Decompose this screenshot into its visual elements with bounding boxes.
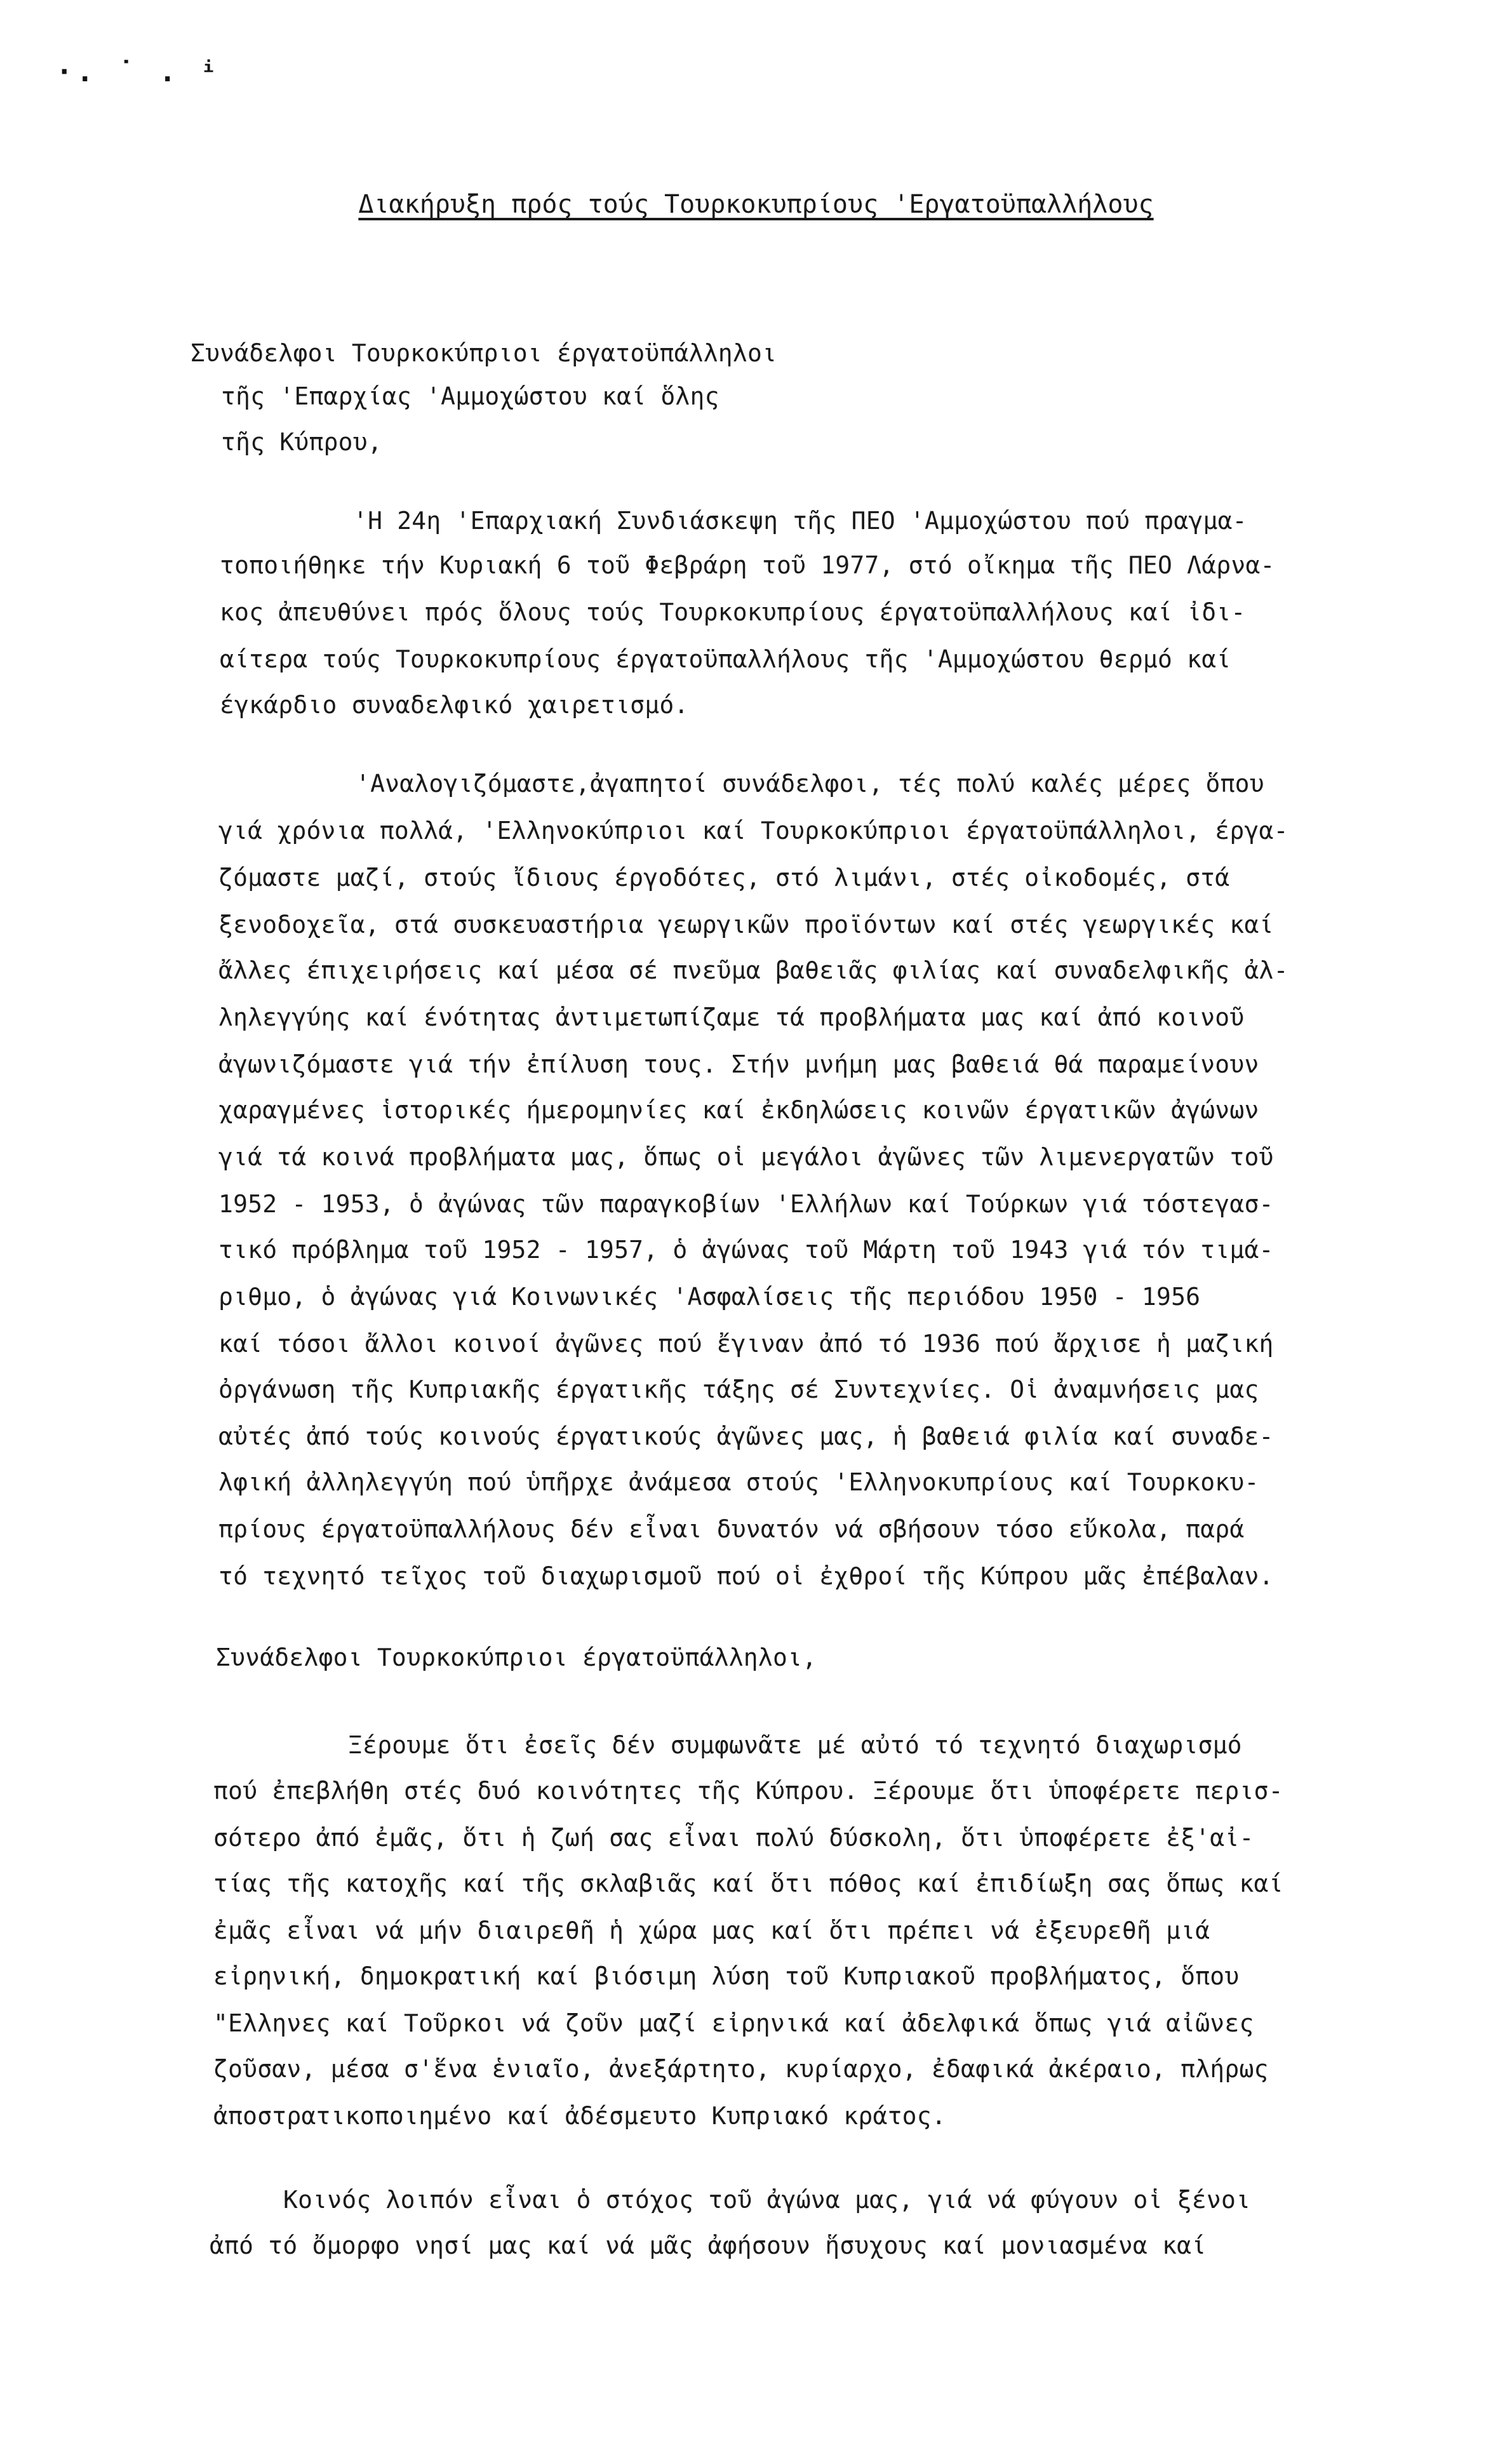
paragraph-line: ἀγωνιζόμαστε γιά τήν ἐπίλυση τους. Στήν μνήμη μας βαθειά θά παραμείνουν — [218, 1050, 1259, 1078]
paragraph-line: καί τόσοι ἄλλοι κοινοί ἀγῶνες πού ἔγιναν ἀπό τό 1936 πού ἄρχισε ἡ μαζική — [218, 1330, 1274, 1358]
paragraph-line: ἄλλες έπιχειρήσεις καί μέσα σέ πνεῦμα βαθειᾶς φιλίας καί συναδελφικῆς ἀλ- — [218, 956, 1288, 984]
salutation-line: Συνάδελφοι Τουρκοκύπριοι έργατοϋπάλληλοι — [191, 339, 777, 367]
paragraph-line: χαραγμένες ἱστορικές ήμερομηνίες καί ἐκδηλώσεις κοινῶν έργατικῶν ἀγώνων — [218, 1096, 1259, 1124]
paragraph-line: Κοινός λοιπόν εἶναι ὁ στόχος τοῦ ἀγώνα μας, γιά νά φύγουν οἱ ξένοι — [283, 2186, 1251, 2214]
paragraph-line: τό τεχνητό τεῖχος τοῦ διαχωρισμοῦ πού οἱ ἐχθροί τῆς Κύπρου μᾶς ἐπέβαλαν. — [218, 1562, 1274, 1590]
paragraph-line: ζόμαστε μαζί, στούς ἴδιους έργοδότες, στό λιμάνι, στές οἰκοδομές, στά — [218, 864, 1230, 892]
paragraph-line: ριθμο, ὁ ἀγώνας γιά Κοινωνικές 'Ασφαλίσεις τῆς περιόδου 1950 - 1956 — [218, 1283, 1201, 1311]
paragraph-line: ληλεγγύης καί ένότητας ἀντιμετωπίζαμε τά προβλήματα μας καί ἀπό κοινοῦ — [218, 1003, 1245, 1031]
paragraph-line: ζοῦσαν, μέσα σ'ἕνα ἑνιαῖο, ἀνεξάρτητο, κυρίαρχο, ἐδαφικά ἀκέραιο, πλήρως — [213, 2055, 1269, 2083]
paragraph-line: εἰρηνική, δημοκρατική καί βιόσιμη λύση τοῦ Κυπριακοῦ προβλήματος, ὅπου — [213, 1962, 1240, 1990]
paragraph-line: 1952 - 1953, ὁ ἀγώνας τῶν παραγκοβίων 'Ελλήλων καί Τούρκων γιά τόστεγασ- — [218, 1190, 1274, 1218]
paragraph-line: ξενοδοχεῖα, στά συσκευαστήρια γεωργικῶν προϊόντων καί στές γεωργικές καί — [218, 911, 1274, 939]
paragraph-line: τοποιήθηκε τήν Κυριακή 6 τοῦ Φεβράρη τοῦ 1977, στό οἴκημα τῆς ΠΕΟ Λάρνα- — [220, 551, 1275, 579]
paragraph-line: αὐτές ἀπό τούς κοινούς έργατικούς ἀγῶνες μας, ἡ βαθειά φιλία καί συναδε- — [218, 1422, 1274, 1450]
paragraph-line: "Ελληνες καί Τοῦρκοι νά ζοῦν μαζί εἰρηνικά καί ἀδελφικά ὅπως γιά αἰῶνες — [213, 2009, 1254, 2037]
paragraph-line: κος ἀπευθύνει πρός ὅλους τούς Τουρκοκυπρίους έργατοϋπαλλήλους καί ἰδι- — [220, 598, 1246, 626]
paragraph-line: τικό πρόβλημα τοῦ 1952 - 1957, ὁ ἀγώνας τοῦ Μάρτη τοῦ 1943 γιά τόν τιμά- — [218, 1236, 1274, 1264]
paragraph-line: σότερο ἀπό ἐμᾶς, ὅτι ἡ ζωή σας εἶναι πολύ δύσκολη, ὅτι ὑποφέρετε ἐξ'αἰ- — [213, 1824, 1254, 1852]
paragraph-line: ἐμᾶς εἶναι νά μήν διαιρεθῆ ἡ χώρα μας καί ὅτι πρέπει νά ἐξευρεθῆ μιά — [213, 1917, 1210, 1944]
salutation-line: Συνάδελφοι Τουρκοκύπριοι έργατοϋπάλληλοι, — [216, 1643, 817, 1671]
paragraph-line: αίτερα τούς Τουρκοκυπρίους έργατοϋπαλλήλους τῆς 'Αμμοχώστου θερμό καί — [220, 645, 1231, 673]
salutation-line: τῆς Κύπρου, — [221, 428, 382, 456]
paragraph-line: γιά τά κοινά προβλήματα μας, ὅπως οἱ μεγάλοι ἀγῶνες τῶν λιμενεργατῶν τοῦ — [218, 1143, 1274, 1171]
paragraph-line: έγκάρδιο συναδελφικό χαιρετισμό. — [220, 691, 689, 719]
paragraph-line: γιά χρόνια πολλά, 'Ελληνοκύπριοι καί Τουρκοκύπριοι έργατοϋπάλληλοι, έργα- — [218, 817, 1288, 845]
salutation-line: τῆς 'Επαρχίας 'Αμμοχώστου καί ὅλης — [221, 382, 719, 410]
paragraph-line: ἀπό τό ὄμορφο νησί μας καί νά μᾶς ἀφήσουν ἥσυχους καί μονιασμένα καί — [210, 2231, 1207, 2259]
paragraph-line: ἀποστρατικοποιημένο καί ἀδέσμευτο Κυπριακό κράτος. — [213, 2102, 946, 2130]
paragraph-line: ὀργάνωση τῆς Κυπριακῆς έργατικῆς τάξης σέ Συντεχνίες. Οἱ ἀναμνήσεις μας — [218, 1375, 1259, 1403]
paragraph-line: 'Αναλογιζόμαστε,ἀγαπητοί συνάδελφοι, τές πολύ καλές μέρες ὅπου — [356, 770, 1264, 798]
paragraph-line: λφική ἀλληλεγγύη πού ὑπῆρχε ἀνάμεσα στούς 'Ελληνοκυπρίους καί Τουρκοκυ- — [218, 1468, 1259, 1496]
paragraph-line: πρίους έργατοϋπαλλήλους δέν εἶναι δυνατόν νά σβήσουν τόσο εὔκολα, παρά — [218, 1515, 1245, 1543]
paragraph-line: 'Η 24η 'Επαρχιακή Συνδιάσκεψη τῆς ΠΕΟ 'Αμμοχώστου πού πραγμα- — [353, 507, 1247, 535]
scan-speck-mark: ·. ˙ . ⁱ — [56, 56, 221, 88]
document-title: Διακήρυξη πρός τούς Τουρκοκυπρίους 'Εργατοϋπαλλήλους — [358, 190, 1154, 219]
paragraph-line: πού ἐπεβλήθη στές δυό κοινότητες τῆς Κύπρου. Ξέρουμε ὅτι ὑποφέρετε περισ- — [213, 1777, 1283, 1805]
paragraph-line: τίας τῆς κατοχῆς καί τῆς σκλαβιᾶς καί ὅτι πόθος καί ἐπιδίωξη σας ὅπως καί — [213, 1870, 1283, 1897]
paragraph-line: Ξέρουμε ὅτι ἐσεῖς δέν συμφωνᾶτε μέ αὐτό τό τεχνητό διαχωρισμό — [348, 1731, 1242, 1759]
